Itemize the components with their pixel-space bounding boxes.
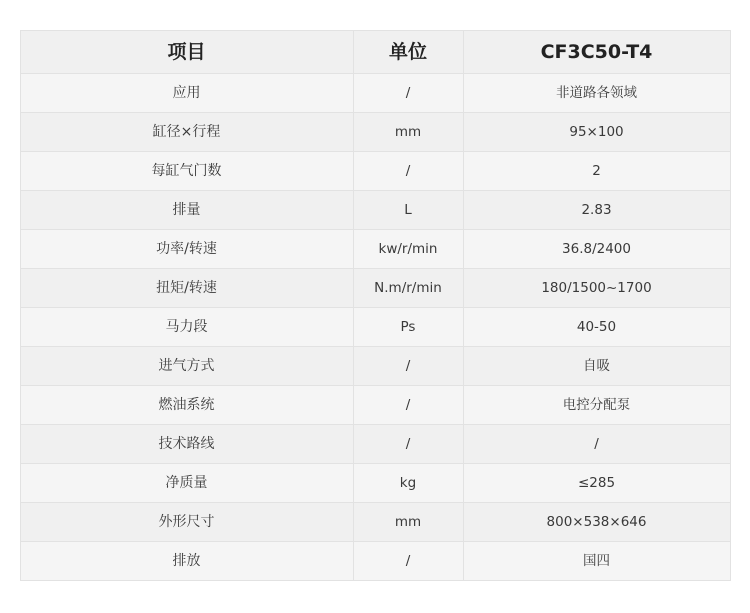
cell-value: 国四: [463, 542, 730, 581]
cell-item: 燃油系统: [20, 386, 353, 425]
table-row: [20, 386, 730, 425]
cell-value: 40-50: [463, 308, 730, 347]
cell-unit: kw/r/min: [353, 230, 463, 269]
cell-item: 缸径×行程: [20, 113, 353, 152]
engine-spec-table: [20, 30, 731, 581]
table-row: [20, 113, 730, 152]
column-header-item: 项目: [20, 31, 353, 74]
table-row: [20, 503, 730, 542]
table-row: [20, 308, 730, 347]
cell-unit: Ps: [353, 308, 463, 347]
cell-item: 功率/转速: [20, 230, 353, 269]
cell-unit: /: [353, 386, 463, 425]
cell-item: 马力段: [20, 308, 353, 347]
cell-value: 95×100: [463, 113, 730, 152]
cell-unit: /: [353, 74, 463, 113]
cell-item: 净质量: [20, 464, 353, 503]
cell-value: ≤285: [463, 464, 730, 503]
table-header: [20, 31, 730, 74]
cell-unit: mm: [353, 503, 463, 542]
cell-item: 排放: [20, 542, 353, 581]
cell-value: 电控分配泵: [463, 386, 730, 425]
cell-item: 扭矩/转速: [20, 269, 353, 308]
cell-unit: mm: [353, 113, 463, 152]
cell-item: 技术路线: [20, 425, 353, 464]
cell-value: 2.83: [463, 191, 730, 230]
table-row: [20, 269, 730, 308]
cell-value: 2: [463, 152, 730, 191]
cell-item: 进气方式: [20, 347, 353, 386]
cell-value: /: [463, 425, 730, 464]
cell-unit: N.m/r/min: [353, 269, 463, 308]
cell-value: 800×538×646: [463, 503, 730, 542]
cell-item: 排量: [20, 191, 353, 230]
cell-item: 每缸气门数: [20, 152, 353, 191]
cell-value: 非道路各领域: [463, 74, 730, 113]
table-row: [20, 74, 730, 113]
column-header-unit: 单位: [353, 31, 463, 74]
cell-value: 自吸: [463, 347, 730, 386]
cell-item: 应用: [20, 74, 353, 113]
column-header-model: CF3C50-T4: [463, 31, 730, 74]
cell-unit: /: [353, 542, 463, 581]
table-row: [20, 464, 730, 503]
cell-unit: /: [353, 347, 463, 386]
cell-unit: kg: [353, 464, 463, 503]
table-row: [20, 347, 730, 386]
table-row: [20, 230, 730, 269]
cell-unit: /: [353, 152, 463, 191]
table-row: [20, 152, 730, 191]
cell-unit: L: [353, 191, 463, 230]
table-row: [20, 542, 730, 581]
cell-value: 36.8/2400: [463, 230, 730, 269]
cell-value: 180/1500~1700: [463, 269, 730, 308]
cell-unit: /: [353, 425, 463, 464]
table-body: [20, 74, 730, 581]
table-header-row: [20, 31, 730, 74]
table-row: [20, 425, 730, 464]
table-row: [20, 191, 730, 230]
cell-item: 外形尺寸: [20, 503, 353, 542]
